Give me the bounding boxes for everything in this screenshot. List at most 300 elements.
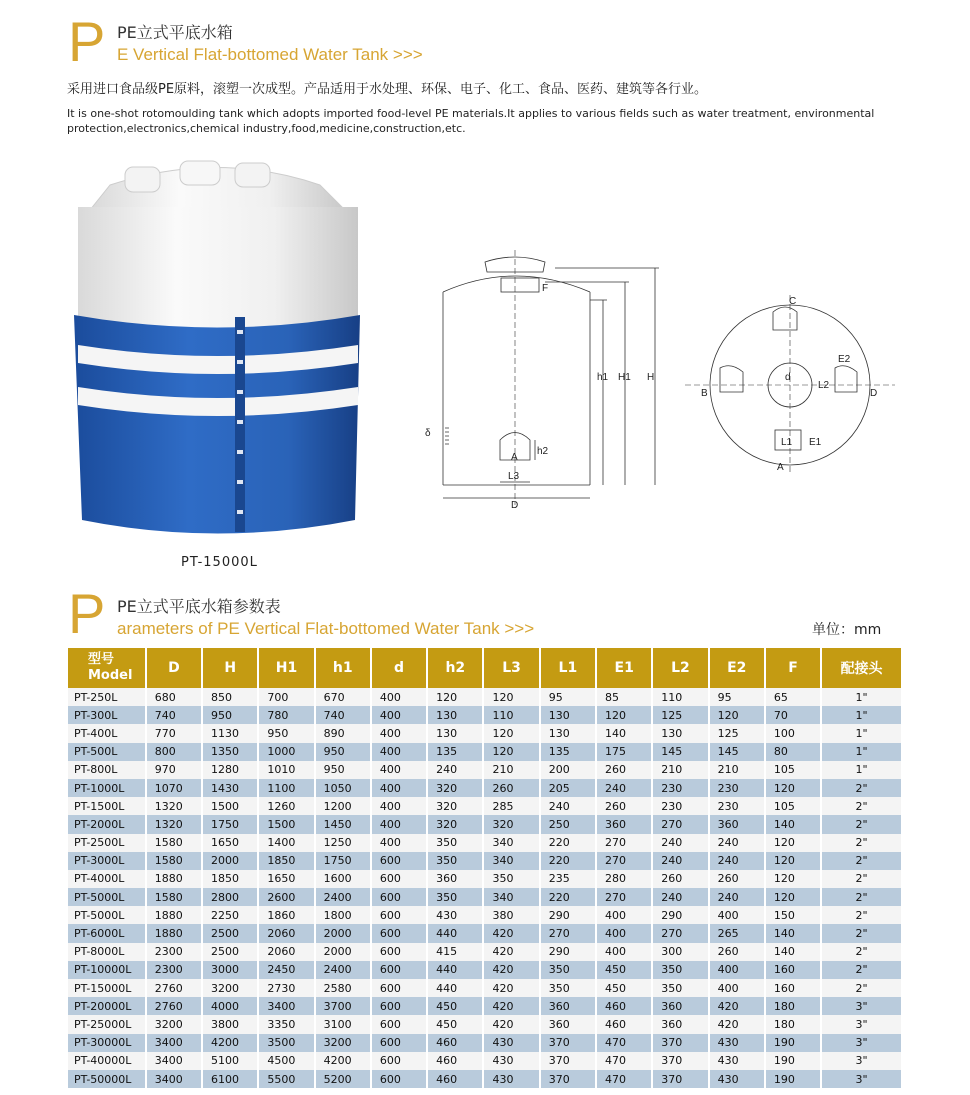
table-cell: 600 <box>371 870 427 888</box>
table-cell: 440 <box>427 961 483 979</box>
table-cell: 430 <box>483 1034 539 1052</box>
table-cell: 600 <box>371 924 427 942</box>
model-cell: PT-25000L <box>68 1015 146 1033</box>
table-cell: 370 <box>540 1070 596 1088</box>
table-cell: 70 <box>765 706 821 724</box>
table-cell: 850 <box>202 688 258 706</box>
table-cell: 370 <box>652 1070 708 1088</box>
table-row <box>68 743 902 761</box>
model-cell: PT-800L <box>68 761 146 779</box>
table-cell: 130 <box>427 724 483 742</box>
table-cell: 240 <box>652 852 708 870</box>
table-cell: 2" <box>821 924 902 942</box>
table-header-row <box>68 648 902 688</box>
model-cell: PT-20000L <box>68 997 146 1015</box>
table-cell: 460 <box>596 997 652 1015</box>
header-model <box>68 648 146 688</box>
table-row <box>68 870 902 888</box>
side-view-diagram <box>415 250 665 510</box>
table-cell: 370 <box>652 1052 708 1070</box>
table-cell: 280 <box>596 870 652 888</box>
table-cell: 1" <box>821 743 902 761</box>
table-cell: 230 <box>709 779 765 797</box>
header-H1: H1 <box>258 648 314 688</box>
table-cell: 460 <box>427 1070 483 1088</box>
table-cell: 2" <box>821 943 902 961</box>
table-cell: 400 <box>371 797 427 815</box>
table-cell: 95 <box>540 688 596 706</box>
table-cell: 1320 <box>146 797 202 815</box>
header-F: F <box>765 648 821 688</box>
model-cell: PT-3000L <box>68 852 146 870</box>
table-cell: 3" <box>821 1052 902 1070</box>
model-cell: PT-500L <box>68 743 146 761</box>
table-cell: 360 <box>540 1015 596 1033</box>
table-cell: 1750 <box>202 815 258 833</box>
table-cell: 290 <box>540 943 596 961</box>
table-cell: 175 <box>596 743 652 761</box>
table-row <box>68 815 902 833</box>
table-cell: 240 <box>652 888 708 906</box>
table-cell: 780 <box>258 706 314 724</box>
table-cell: 1000 <box>258 743 314 761</box>
table-cell: 420 <box>483 943 539 961</box>
table-cell: 1" <box>821 706 902 724</box>
table-cell: 360 <box>652 997 708 1015</box>
table-cell: 260 <box>596 797 652 815</box>
table-cell: 3800 <box>202 1015 258 1033</box>
table-cell: 350 <box>540 979 596 997</box>
table-cell: 140 <box>765 943 821 961</box>
header-connector: 配接头 <box>821 648 902 688</box>
table-cell: 290 <box>540 906 596 924</box>
table-cell: 2060 <box>258 943 314 961</box>
table-cell: 450 <box>596 979 652 997</box>
header-d: d <box>371 648 427 688</box>
table-row <box>68 979 902 997</box>
table-cell: 320 <box>427 797 483 815</box>
table-cell: 1070 <box>146 779 202 797</box>
table-cell: 1250 <box>315 834 371 852</box>
table-cell: 2000 <box>202 852 258 870</box>
header-E1: E1 <box>596 648 652 688</box>
table-cell: 2760 <box>146 979 202 997</box>
table-cell: 1320 <box>146 815 202 833</box>
table-cell: 1500 <box>258 815 314 833</box>
table-row <box>68 724 902 742</box>
table-cell: 240 <box>709 852 765 870</box>
table-cell: 600 <box>371 997 427 1015</box>
table-cell: 240 <box>652 834 708 852</box>
table-cell: 1850 <box>202 870 258 888</box>
header-L3: L3 <box>483 648 539 688</box>
header-D: D <box>146 648 202 688</box>
unit-label: 单位：mm <box>812 622 882 638</box>
table-cell: 350 <box>427 834 483 852</box>
table-cell: 120 <box>765 834 821 852</box>
table-cell: 160 <box>765 979 821 997</box>
table-cell: 320 <box>427 779 483 797</box>
table-cell: 370 <box>540 1034 596 1052</box>
table-cell: 270 <box>596 834 652 852</box>
table-cell: 3200 <box>315 1034 371 1052</box>
label-E1: E1 <box>809 437 822 448</box>
table-cell: 350 <box>427 888 483 906</box>
table-cell: 2" <box>821 815 902 833</box>
table-cell: 600 <box>371 852 427 870</box>
table-cell: 200 <box>540 761 596 779</box>
model-cell: PT-30000L <box>68 1034 146 1052</box>
table-cell: 105 <box>765 797 821 815</box>
table-cell: 135 <box>427 743 483 761</box>
table-cell: 2300 <box>146 961 202 979</box>
model-cell: PT-300L <box>68 706 146 724</box>
table-cell: 300 <box>652 943 708 961</box>
table-cell: 270 <box>596 888 652 906</box>
table-row <box>68 706 902 724</box>
table-cell: 890 <box>315 724 371 742</box>
model-cell: PT-250L <box>68 688 146 706</box>
table-cell: 120 <box>596 706 652 724</box>
table-cell: 2" <box>821 852 902 870</box>
table-cell: 130 <box>652 724 708 742</box>
table-cell: 2" <box>821 961 902 979</box>
model-cell: PT-1500L <box>68 797 146 815</box>
section1-title-en: E Vertical Flat-bottomed Water Tank >>> <box>117 45 423 64</box>
table-cell: 270 <box>652 924 708 942</box>
table-cell: 3500 <box>258 1034 314 1052</box>
table-cell: 1130 <box>202 724 258 742</box>
table-cell: 470 <box>596 1070 652 1088</box>
table-cell: 370 <box>652 1034 708 1052</box>
table-row <box>68 997 902 1015</box>
label-A: A <box>511 452 518 463</box>
table-cell: 420 <box>483 979 539 997</box>
table-cell: 3" <box>821 1070 902 1088</box>
table-cell: 120 <box>765 888 821 906</box>
table-cell: 1600 <box>315 870 371 888</box>
table-cell: 150 <box>765 906 821 924</box>
table-cell: 420 <box>483 1015 539 1033</box>
table-cell: 350 <box>652 961 708 979</box>
table-cell: 260 <box>709 870 765 888</box>
table-cell: 2000 <box>315 943 371 961</box>
table-cell: 4200 <box>202 1034 258 1052</box>
description-cn: 采用进口食品级PE原料，滚塑一次成型。产品适用于水处理、环保、电子、化工、食品、医药、建筑等各行业。 <box>67 82 708 97</box>
table-cell: 430 <box>709 1070 765 1088</box>
table-cell: 220 <box>540 834 596 852</box>
table-cell: 1100 <box>258 779 314 797</box>
label-delta: δ <box>425 428 431 439</box>
table-cell: 420 <box>483 924 539 942</box>
table-cell: 130 <box>427 706 483 724</box>
table-cell: 2580 <box>315 979 371 997</box>
table-cell: 2600 <box>258 888 314 906</box>
table-cell: 460 <box>596 1015 652 1033</box>
label-L3: L3 <box>508 471 520 482</box>
label-E2: E2 <box>838 354 851 365</box>
table-cell: 400 <box>371 834 427 852</box>
table-cell: 3400 <box>146 1052 202 1070</box>
table-cell: 120 <box>765 870 821 888</box>
model-cell: PT-50000L <box>68 1070 146 1088</box>
table-cell: 110 <box>652 688 708 706</box>
table-cell: 440 <box>427 979 483 997</box>
table-cell: 350 <box>652 979 708 997</box>
table-cell: 400 <box>371 743 427 761</box>
table-cell: 1" <box>821 761 902 779</box>
table-cell: 230 <box>652 779 708 797</box>
parameter-table <box>68 648 903 1088</box>
table-cell: 360 <box>427 870 483 888</box>
table-cell: 600 <box>371 1070 427 1088</box>
table-row <box>68 888 902 906</box>
table-cell: 3000 <box>202 961 258 979</box>
table-cell: 260 <box>709 943 765 961</box>
table-cell: 240 <box>540 797 596 815</box>
model-cell: PT-10000L <box>68 961 146 979</box>
label-B: B <box>701 388 708 399</box>
model-cell: PT-4000L <box>68 870 146 888</box>
table-cell: 1880 <box>146 870 202 888</box>
table-cell: 420 <box>483 997 539 1015</box>
table-body <box>68 688 902 1088</box>
table-cell: 1860 <box>258 906 314 924</box>
section2-big-letter: P <box>68 582 106 645</box>
model-cell: PT-8000L <box>68 943 146 961</box>
table-cell: 600 <box>371 1034 427 1052</box>
table-cell: 350 <box>427 852 483 870</box>
table-cell: 4500 <box>258 1052 314 1070</box>
table-cell: 3100 <box>315 1015 371 1033</box>
table-row <box>68 852 902 870</box>
table-cell: 400 <box>709 961 765 979</box>
table-cell: 470 <box>596 1034 652 1052</box>
table-cell: 430 <box>483 1070 539 1088</box>
table-cell: 3" <box>821 1015 902 1033</box>
table-cell: 105 <box>765 761 821 779</box>
section2-title-cn: PE立式平底水箱参数表 <box>117 597 281 616</box>
table-cell: 2400 <box>315 961 371 979</box>
label-D: D <box>870 388 878 399</box>
header-L2: L2 <box>652 648 708 688</box>
table-cell: 340 <box>483 888 539 906</box>
header-L1: L1 <box>540 648 596 688</box>
table-cell: 270 <box>596 852 652 870</box>
table-cell: 5100 <box>202 1052 258 1070</box>
label-F: F <box>542 283 549 294</box>
table-cell: 180 <box>765 997 821 1015</box>
table-cell: 430 <box>709 1034 765 1052</box>
table-cell: 260 <box>652 870 708 888</box>
table-cell: 140 <box>765 924 821 942</box>
table-cell: 1" <box>821 688 902 706</box>
table-cell: 120 <box>427 688 483 706</box>
table-cell: 210 <box>483 761 539 779</box>
table-cell: 400 <box>596 906 652 924</box>
table-cell: 250 <box>540 815 596 833</box>
table-cell: 470 <box>596 1052 652 1070</box>
table-cell: 600 <box>371 906 427 924</box>
table-cell: 240 <box>709 834 765 852</box>
table-cell: 120 <box>483 743 539 761</box>
table-cell: 440 <box>427 924 483 942</box>
table-cell: 2" <box>821 797 902 815</box>
table-cell: 2000 <box>315 924 371 942</box>
table-cell: 2500 <box>202 943 258 961</box>
header-h1: h1 <box>315 648 371 688</box>
description-en: It is one-shot rotomoulding tank which adopts imported food-level PE materials.It applies to various fields such as water treatment, environmental protection,electronics,chemical industry,food,medicine,construction,etc. <box>67 107 875 135</box>
table-cell: 120 <box>765 852 821 870</box>
label-D: D <box>511 500 519 510</box>
table-cell: 460 <box>427 1034 483 1052</box>
table-cell: 350 <box>540 961 596 979</box>
table-cell: 1450 <box>315 815 371 833</box>
table-cell: 450 <box>427 997 483 1015</box>
label-h1: h1 <box>597 372 609 383</box>
table-cell: 400 <box>596 943 652 961</box>
table-cell: 2" <box>821 979 902 997</box>
table-cell: 3350 <box>258 1015 314 1033</box>
table-row <box>68 906 902 924</box>
table-cell: 1650 <box>258 870 314 888</box>
table-cell: 240 <box>427 761 483 779</box>
label-d: d <box>785 372 791 383</box>
table-cell: 125 <box>652 706 708 724</box>
table-cell: 2250 <box>202 906 258 924</box>
table-row <box>68 1034 902 1052</box>
table-cell: 3700 <box>315 997 371 1015</box>
table-cell: 740 <box>315 706 371 724</box>
table-cell: 430 <box>709 1052 765 1070</box>
label-C: C <box>789 296 797 307</box>
table-row <box>68 1015 902 1033</box>
table-cell: 1430 <box>202 779 258 797</box>
table-cell: 2" <box>821 834 902 852</box>
table-cell: 190 <box>765 1034 821 1052</box>
section2-title-en: arameters of PE Vertical Flat-bottomed Water Tank >>> <box>117 619 535 638</box>
table-cell: 360 <box>652 1015 708 1033</box>
table-cell: 1750 <box>315 852 371 870</box>
table-cell: 430 <box>427 906 483 924</box>
model-cell: PT-2000L <box>68 815 146 833</box>
label-H: H <box>647 372 655 383</box>
table-cell: 3400 <box>258 997 314 1015</box>
table-cell: 2450 <box>258 961 314 979</box>
table-cell: 770 <box>146 724 202 742</box>
table-cell: 230 <box>709 797 765 815</box>
table-cell: 2800 <box>202 888 258 906</box>
table-cell: 460 <box>427 1052 483 1070</box>
table-cell: 400 <box>709 979 765 997</box>
table-cell: 205 <box>540 779 596 797</box>
header-H: H <box>202 648 258 688</box>
table-cell: 420 <box>483 961 539 979</box>
table-cell: 2400 <box>315 888 371 906</box>
table-cell: 340 <box>483 834 539 852</box>
table-cell: 110 <box>483 706 539 724</box>
table-cell: 3200 <box>146 1015 202 1033</box>
table-cell: 130 <box>540 724 596 742</box>
table-cell: 400 <box>371 815 427 833</box>
table-cell: 1010 <box>258 761 314 779</box>
table-cell: 270 <box>652 815 708 833</box>
table-cell: 360 <box>709 815 765 833</box>
table-cell: 140 <box>765 815 821 833</box>
table-cell: 120 <box>483 724 539 742</box>
table-cell: 1400 <box>258 834 314 852</box>
table-cell: 235 <box>540 870 596 888</box>
table-cell: 290 <box>652 906 708 924</box>
table-cell: 240 <box>596 779 652 797</box>
model-cell: PT-15000L <box>68 979 146 997</box>
table-cell: 4200 <box>315 1052 371 1070</box>
table-cell: 260 <box>596 761 652 779</box>
table-cell: 265 <box>709 924 765 942</box>
table-cell: 220 <box>540 852 596 870</box>
table-cell: 380 <box>483 906 539 924</box>
table-cell: 2" <box>821 870 902 888</box>
table-cell: 400 <box>371 779 427 797</box>
table-cell: 340 <box>483 852 539 870</box>
table-row <box>68 834 902 852</box>
table-row <box>68 779 902 797</box>
table-cell: 600 <box>371 961 427 979</box>
table-cell: 950 <box>258 724 314 742</box>
table-cell: 1580 <box>146 852 202 870</box>
table-cell: 1650 <box>202 834 258 852</box>
table-cell: 1580 <box>146 834 202 852</box>
model-cell: PT-5000L <box>68 888 146 906</box>
model-cell: PT-6000L <box>68 924 146 942</box>
header-E2: E2 <box>709 648 765 688</box>
table-cell: 260 <box>483 779 539 797</box>
table-cell: 180 <box>765 1015 821 1033</box>
table-cell: 120 <box>483 688 539 706</box>
table-cell: 230 <box>652 797 708 815</box>
table-cell: 130 <box>540 706 596 724</box>
table-cell: 600 <box>371 888 427 906</box>
table-cell: 120 <box>765 779 821 797</box>
table-cell: 400 <box>371 706 427 724</box>
table-cell: 400 <box>371 724 427 742</box>
table-row <box>68 924 902 942</box>
model-cell: PT-5000L <box>68 906 146 924</box>
table-cell: 415 <box>427 943 483 961</box>
model-cell: PT-1000L <box>68 779 146 797</box>
table-cell: 2" <box>821 779 902 797</box>
table-cell: 420 <box>709 997 765 1015</box>
table-cell: 1800 <box>315 906 371 924</box>
table-cell: 85 <box>596 688 652 706</box>
table-cell: 400 <box>709 906 765 924</box>
table-cell: 450 <box>427 1015 483 1033</box>
label-L2: L2 <box>818 380 830 391</box>
table-cell: 1580 <box>146 888 202 906</box>
header-model-cn: 型号 <box>88 652 115 667</box>
table-cell: 145 <box>652 743 708 761</box>
table-cell: 1880 <box>146 906 202 924</box>
table-cell: 3" <box>821 997 902 1015</box>
table-cell: 1050 <box>315 779 371 797</box>
table-cell: 3400 <box>146 1070 202 1088</box>
table-cell: 370 <box>540 1052 596 1070</box>
table-cell: 120 <box>709 706 765 724</box>
table-row <box>68 1070 902 1088</box>
table-cell: 360 <box>596 815 652 833</box>
table-cell: 420 <box>709 1015 765 1033</box>
table-cell: 700 <box>258 688 314 706</box>
